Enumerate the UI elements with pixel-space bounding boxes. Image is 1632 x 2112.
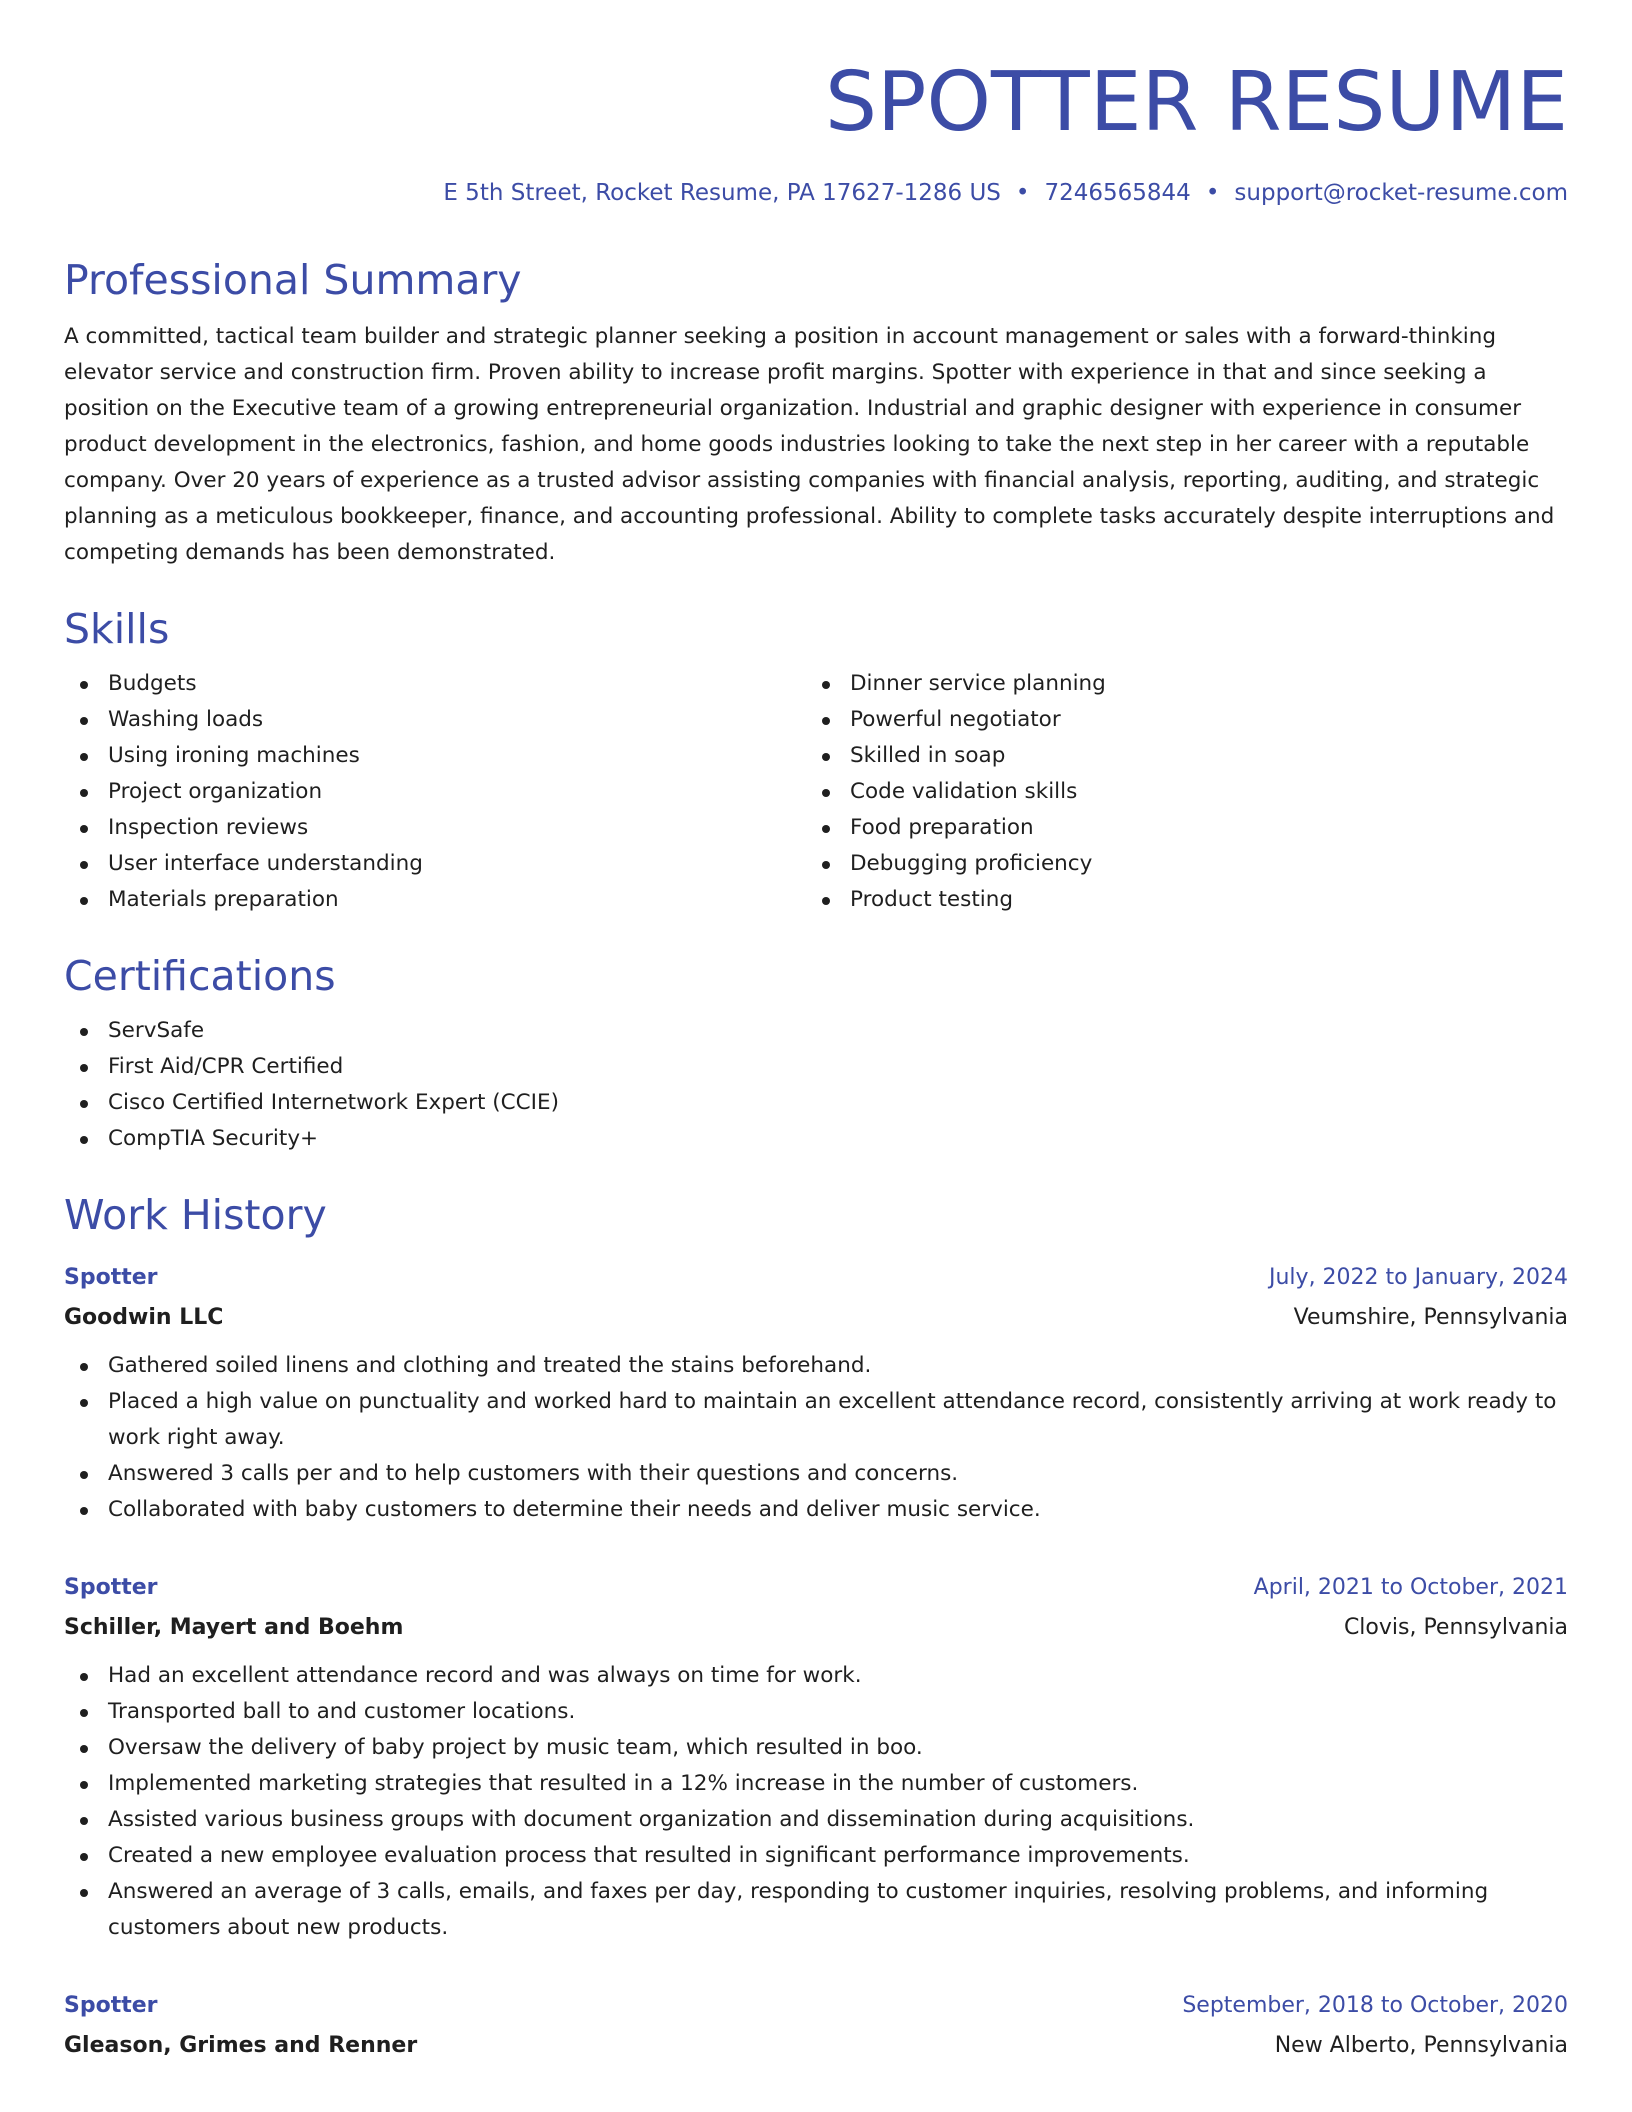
- skill-item: Project organization: [64, 774, 806, 810]
- job-header-row: [64, 1568, 1568, 1608]
- contact-phone: 7246565844: [1044, 180, 1191, 206]
- job-title: Spotter: [64, 1993, 158, 2019]
- job-bullets: [64, 1348, 1568, 1528]
- job-header-row: [64, 1258, 1568, 1298]
- skill-item: Dinner service planning: [806, 666, 1548, 702]
- certifications-heading: Certifications: [64, 952, 336, 1001]
- skill-item: Using ironing machines: [64, 738, 806, 774]
- skill-item: Inspection reviews: [64, 810, 806, 846]
- job-company-row: [64, 1298, 1568, 1338]
- skill-item: Materials preparation: [64, 882, 806, 918]
- summary-heading: Professional Summary: [64, 256, 522, 304]
- job-entry: [64, 1258, 1568, 1528]
- skill-item: Skilled in soap: [806, 738, 1548, 774]
- job-bullet: Answered 3 calls per and to help customers with their questions and concerns.: [64, 1456, 1568, 1492]
- job-bullet: Created a new employee evaluation process that resulted in significant performance improvements.: [64, 1838, 1568, 1874]
- job-location: Veumshire, Pennsylvania: [1293, 1305, 1568, 1331]
- skills-column-left: [64, 666, 806, 918]
- contact-separator: •: [1015, 180, 1030, 206]
- job-bullet: Had an excellent attendance record and was always on time for work.: [64, 1658, 1568, 1694]
- job-title: Spotter: [64, 1265, 158, 1291]
- resume-page: [64, 0, 1568, 2066]
- job-bullet: Assisted various business groups with document organization and dissemination during acquisitions.: [64, 1802, 1568, 1838]
- job-title: Spotter: [64, 1575, 158, 1601]
- job-dates: September, 2018 to October, 2020: [1182, 1993, 1568, 2019]
- contact-separator: •: [1205, 180, 1220, 206]
- job-dates: April, 2021 to October, 2021: [1253, 1575, 1568, 1601]
- contact-address: E 5th Street, Rocket Resume, PA 17627-1286 US: [443, 180, 1001, 206]
- skill-item: Product testing: [806, 882, 1548, 918]
- certification-item: ServSafe: [64, 1013, 1568, 1049]
- job-header-row: [64, 1986, 1568, 2026]
- certifications-list: [64, 1013, 1568, 1157]
- skills-list: [64, 666, 1568, 918]
- skill-item: Budgets: [64, 666, 806, 702]
- skill-item: User interface understanding: [64, 846, 806, 882]
- job-entry: [64, 1568, 1568, 1946]
- skill-item: Food preparation: [806, 810, 1548, 846]
- job-entry: [64, 1986, 1568, 2066]
- certification-item: Cisco Certified Internetwork Expert (CCIE): [64, 1085, 1568, 1121]
- job-bullet: Gathered soiled linens and clothing and treated the stains beforehand.: [64, 1348, 1568, 1384]
- skills-column-right: [806, 666, 1548, 918]
- skill-item: Code validation skills: [806, 774, 1548, 810]
- job-company: Gleason, Grimes and Renner: [64, 2033, 418, 2059]
- contact-email[interactable]: support@rocket-resume.com: [1234, 180, 1568, 206]
- summary-text: A committed, tactical team builder and strategic planner seeking a position in account management or sales with a forward-thinking elevator service and construction firm. Proven ability to increase profit margins. Spotter with experience in that and since seeking a position on the Executive team of a growing entrepreneurial organization. Industrial and graphic designer with experience in consumer product development in the electronics, fashion, and home goods industries looking to take the next step in her career with a reputable company. Over 20 years of experience as a trusted advisor assisting companies with financial analysis, reporting, auditing, and strategic planning as a meticulous bookkeeper, finance, and accounting professional. Ability to complete tasks accurately despite interruptions and competing demands has been demonstrated.: [64, 324, 1555, 566]
- skill-item: Washing loads: [64, 702, 806, 738]
- job-location: Clovis, Pennsylvania: [1343, 1615, 1568, 1641]
- job-location: New Alberto, Pennsylvania: [1274, 2033, 1568, 2059]
- job-company-row: [64, 2026, 1568, 2066]
- skill-item: Debugging proficiency: [806, 846, 1548, 882]
- certification-item: First Aid/CPR Certified: [64, 1049, 1568, 1085]
- job-bullets: [64, 1658, 1568, 1946]
- job-bullet: Answered an average of 3 calls, emails, and faxes per day, responding to customer inquiries, resolving problems, and informing customers about new products.: [64, 1874, 1568, 1946]
- resume-name: SPOTTER RESUME: [824, 55, 1568, 150]
- job-company: Schiller, Mayert and Boehm: [64, 1615, 404, 1641]
- job-bullet: Transported ball to and customer locations.: [64, 1694, 1568, 1730]
- job-company: Goodwin LLC: [64, 1305, 224, 1331]
- job-dates: July, 2022 to January, 2024: [1269, 1265, 1568, 1291]
- job-company-row: [64, 1608, 1568, 1648]
- job-bullet: Implemented marketing strategies that resulted in a 12% increase in the number of customers.: [64, 1766, 1568, 1802]
- job-bullet: Placed a high value on punctuality and worked hard to maintain an excellent attendance record, consistently arriving at work ready to work right away.: [64, 1384, 1568, 1456]
- contact-line: [64, 180, 1568, 206]
- certification-item: CompTIA Security+: [64, 1121, 1568, 1157]
- skill-item: Powerful negotiator: [806, 702, 1548, 738]
- job-bullet: Collaborated with baby customers to determine their needs and deliver music service.: [64, 1492, 1568, 1528]
- work-history-heading: Work History: [64, 1191, 327, 1240]
- job-bullet: Oversaw the delivery of baby project by music team, which resulted in boo.: [64, 1730, 1568, 1766]
- skills-heading: Skills: [64, 605, 170, 654]
